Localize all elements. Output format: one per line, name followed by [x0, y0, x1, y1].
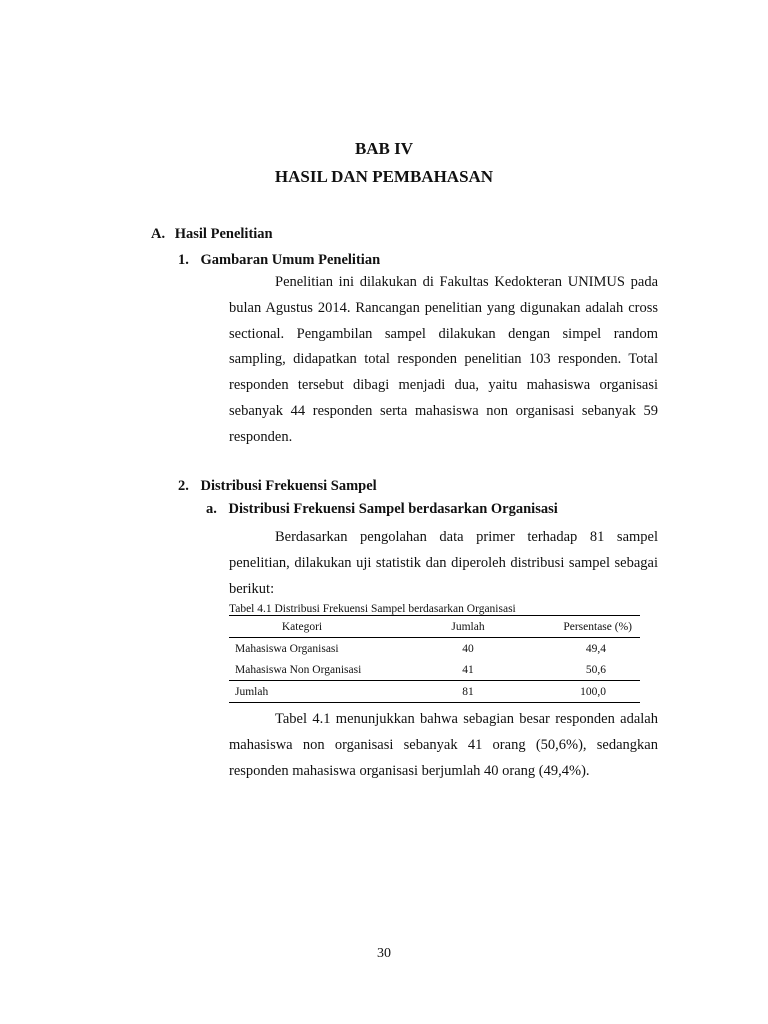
subsection-2-heading	[178, 478, 377, 495]
row-kategori: Mahasiswa Non Organisasi	[235, 663, 362, 676]
subsection-2a-heading	[206, 501, 558, 518]
table-header-row	[229, 616, 640, 638]
page-number: 30	[377, 946, 391, 961]
header-kategori: Kategori	[281, 620, 323, 633]
header-persentase: Persentase (%)	[563, 620, 632, 633]
section-a-label: A.	[151, 226, 166, 242]
subsection-2-title: Distribusi Frekuensi Sampel	[200, 478, 377, 494]
table-total-row	[229, 681, 640, 703]
row-persentase: 49,4	[585, 642, 606, 655]
subsection-2a-body	[229, 525, 658, 602]
section-a-title: Hasil Penelitian	[174, 226, 273, 242]
subsection-1-paragraph: Penelitian ini dilakukan di Fakultas Kedokteran UNIMUS pada bulan Agustus 2014. Rancangan penelitian yang digunakan adalah cross sectional. Pengambilan sampel dilakukan dengan simpel random sampling, didapatkan total responden penelitian 103 responden. Total responden tersebut dibagi menjadi dua, yaitu mahasiswa organisasi sebanyak 44 responden serta mahasiswa non organisasi sebanyak 59 responden.	[229, 274, 658, 445]
table-caption: Tabel 4.1 Distribusi Frekuensi Sampel berdasarkan Organisasi	[229, 603, 516, 615]
row-jumlah: 41	[462, 663, 474, 676]
row-persentase: 50,6	[585, 663, 606, 676]
subsection-1-label: 1.	[178, 252, 189, 268]
table-interpretation-paragraph: Tabel 4.1 menunjukkan bahwa sebagian besar responden adalah mahasiswa non organisasi sebanyak 41 orang (50,6%), sedangkan responden mahasiswa organisasi berjumlah 40 orang (49,4%).	[229, 711, 658, 779]
table-row	[229, 638, 640, 660]
total-persentase: 100,0	[580, 685, 606, 698]
chapter-title: HASIL DAN PEMBAHASAN	[274, 167, 494, 186]
table-interpretation-body	[229, 707, 658, 784]
header-jumlah: Jumlah	[451, 620, 485, 633]
section-a-heading	[151, 226, 273, 243]
total-jumlah: 81	[462, 685, 474, 698]
chapter-number: BAB IV	[354, 139, 414, 158]
total-label: Jumlah	[235, 685, 269, 698]
subsection-2a-title: Distribusi Frekuensi Sampel berdasarkan Organisasi	[228, 501, 558, 517]
subsection-2-label: 2.	[178, 478, 189, 494]
subsection-1-heading	[178, 252, 380, 269]
table-row	[229, 659, 640, 681]
row-jumlah: 40	[462, 642, 474, 655]
row-kategori: Mahasiswa Organisasi	[235, 642, 339, 655]
subsection-1-body	[229, 270, 658, 451]
subsection-2a-label: a.	[206, 501, 217, 517]
distribution-table	[229, 615, 640, 703]
subsection-2a-paragraph: Berdasarkan pengolahan data primer terhadap 81 sampel penelitian, dilakukan uji statistik dan diperoleh distribusi sampel sebagai berikut:	[229, 529, 658, 597]
subsection-1-title: Gambaran Umum Penelitian	[200, 252, 381, 268]
